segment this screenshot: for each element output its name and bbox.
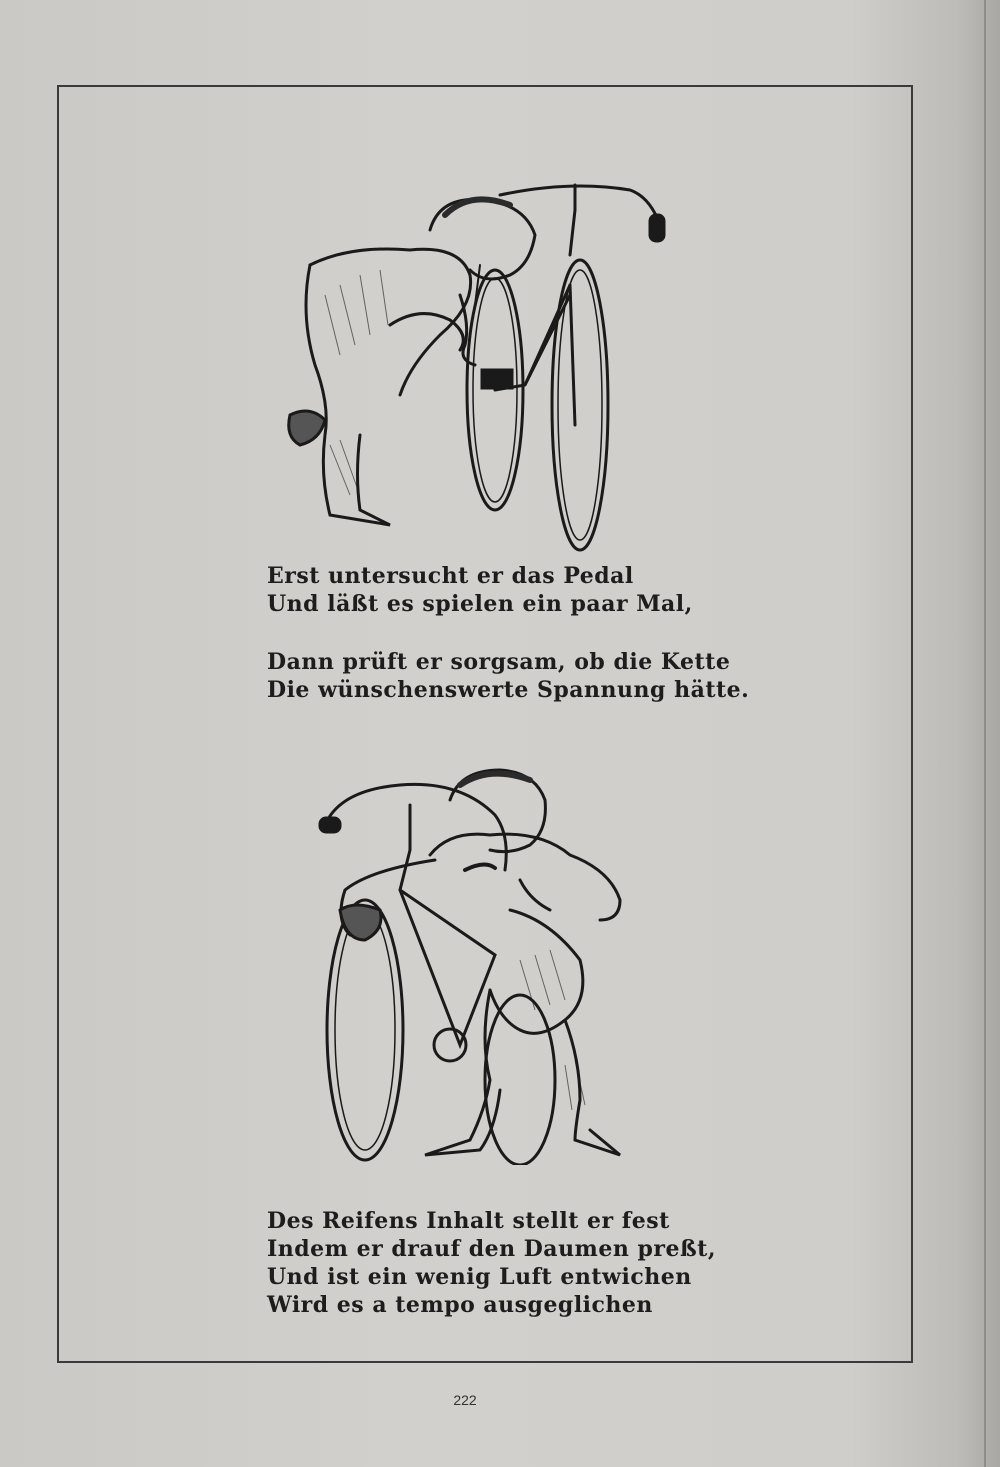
page-number: 222 — [453, 1392, 477, 1408]
verse-line: Wird es a tempo ausgeglichen — [267, 1292, 653, 1318]
verse-line: Dann prüft er sorgsam, ob die Kette — [267, 649, 731, 675]
illustration-man-inspecting-pedal — [270, 175, 690, 560]
verse-line: Indem er drauf den Daumen preßt, — [267, 1236, 716, 1262]
stanza-1 — [267, 562, 747, 618]
stanza-2 — [267, 648, 750, 704]
verse-line: Und läßt es spielen ein paar Mal, — [267, 591, 693, 617]
illustration-man-testing-tire — [310, 760, 650, 1165]
verse-line: Und ist ein wenig Luft entwichen — [267, 1264, 692, 1290]
stanza-3 — [267, 1207, 747, 1319]
verse-line: Erst untersucht er das Pedal — [267, 563, 634, 589]
binding-edge — [984, 0, 986, 1467]
verse-line: Des Reifens Inhalt stellt er fest — [267, 1208, 670, 1234]
verse-line: Die wünschenswerte Spannung hätte. — [267, 677, 750, 703]
